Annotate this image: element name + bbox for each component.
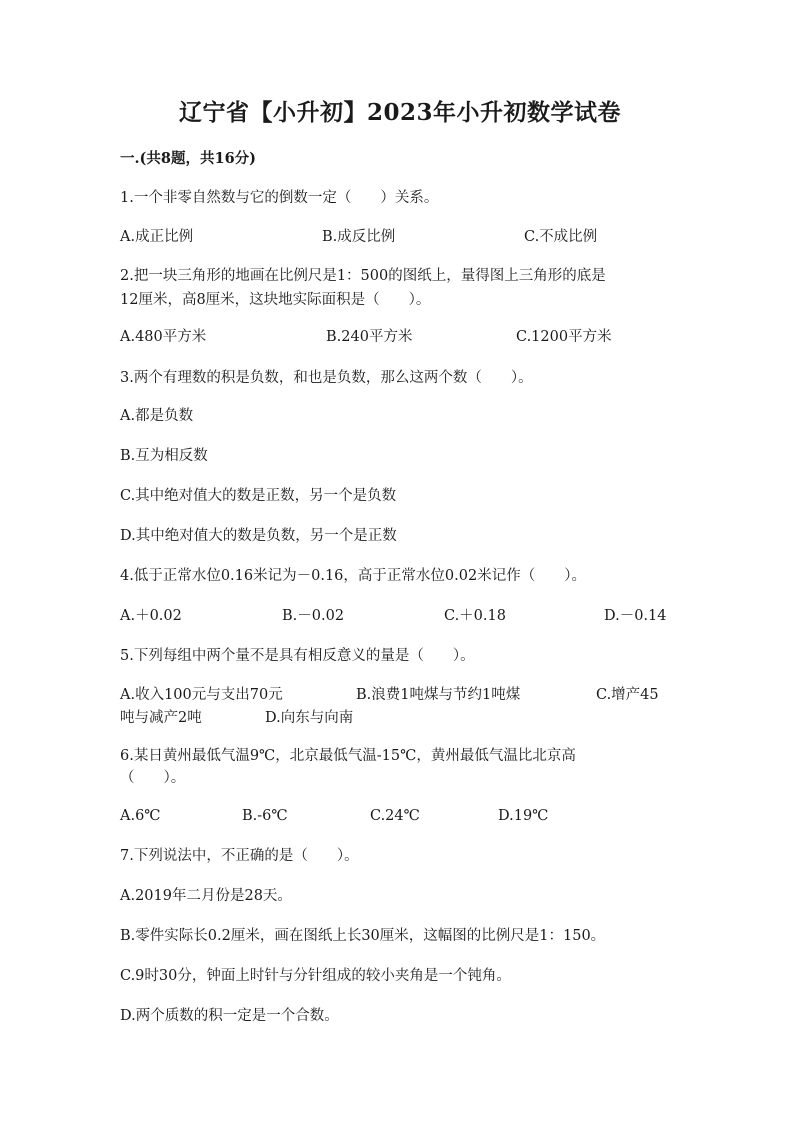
- question-5-option-a: A.收入100元与支出70元: [120, 687, 283, 703]
- section-heading: 一.(共8题，共16分): [120, 150, 257, 167]
- question-4-stem: 4.低于正常水位0.16米记为－0.16，高于正常水位0.02米记作（ ）。: [120, 568, 586, 584]
- question-5-option-b: B.浪费1吨煤与节约1吨煤: [356, 687, 521, 703]
- question-1-stem: 1.一个非零自然数与它的倒数一定（ ）关系。: [120, 190, 439, 206]
- question-4-option-d: D.－0.14: [604, 608, 667, 624]
- question-6-option-d: D.19℃: [498, 808, 549, 824]
- question-1-option-c: C.不成比例: [524, 229, 598, 245]
- exam-title: 辽宁省【小升初】2023年小升初数学试卷: [178, 99, 621, 126]
- question-2-stem-line2: 12厘米，高8厘米，这块地实际面积是（ ）。: [120, 292, 431, 308]
- question-4-option-a: A.＋0.02: [120, 608, 182, 624]
- question-6-stem-line1: 6.某日黄州最低气温9℃，北京最低气温-15℃，黄州最低气温比北京高: [120, 748, 576, 764]
- question-5-option-c: C.增产45: [596, 687, 659, 703]
- question-3-option-c: C.其中绝对值大的数是正数，另一个是负数: [120, 488, 397, 504]
- question-6-option-c: C.24℃: [370, 808, 420, 824]
- question-3-stem: 3.两个有理数的积是负数，和也是负数，那么这两个数（ ）。: [120, 370, 533, 386]
- question-2-stem-line1: 2.把一块三角形的地画在比例尺是1：500的图纸上，量得图上三角形的底是: [120, 268, 606, 284]
- question-5-stem: 5.下列每组中两个量不是具有相反意义的量是（ ）。: [120, 648, 475, 664]
- question-6-option-b: B.-6℃: [242, 808, 288, 824]
- question-4-option-b: B.－0.02: [282, 608, 345, 624]
- question-7-option-c: C.9时30分，钟面上时针与分针组成的较小夹角是一个钝角。: [120, 968, 511, 984]
- question-7-option-b: B.零件实际长0.2厘米，画在图纸上长30厘米，这幅图的比例尺是1：150。: [120, 928, 606, 944]
- question-3-option-a: A.都是负数: [120, 408, 194, 424]
- question-3-option-b: B.互为相反数: [120, 448, 208, 464]
- question-3-option-d: D.其中绝对值大的数是负数，另一个是正数: [120, 528, 397, 544]
- question-2-option-c: C.1200平方米: [516, 329, 612, 345]
- question-5-option-c-continued: 吨与减产2吨: [120, 710, 202, 726]
- question-4-option-c: C.＋0.18: [444, 608, 506, 624]
- question-7-option-d: D.两个质数的积一定是一个合数。: [120, 1008, 339, 1024]
- question-7-stem: 7.下列说法中，不正确的是（ ）。: [120, 848, 359, 864]
- question-7-option-a: A.2019年二月份是28天。: [120, 888, 292, 904]
- question-2-option-a: A.480平方米: [120, 329, 207, 345]
- question-6-stem-line2: （ ）。: [120, 770, 186, 786]
- question-1-option-b: B.成反比例: [322, 229, 396, 245]
- question-2-option-b: B.240平方米: [326, 329, 413, 345]
- question-6-option-a: A.6℃: [120, 808, 161, 824]
- question-5-option-d: D.向东与向南: [265, 710, 354, 726]
- question-1-option-a: A.成正比例: [120, 229, 194, 245]
